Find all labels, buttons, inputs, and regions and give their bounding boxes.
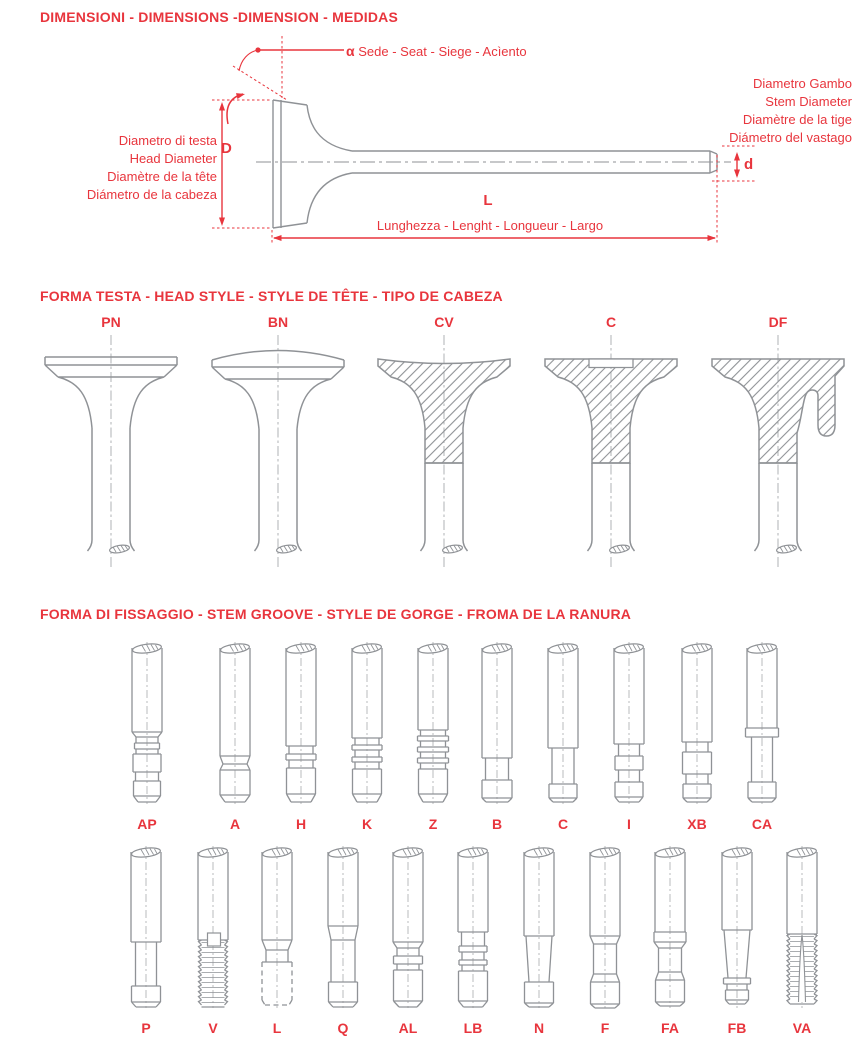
seat-angle-label: [346, 42, 527, 61]
head-diameter-label: Diametro di testa Head Diameter Diamètre de la tête Diámetro de la cabeza: [86, 133, 217, 202]
stem-groove-drawing: [318, 844, 368, 1012]
stem-groove-drawing: [672, 640, 722, 808]
head-style-C: [536, 314, 686, 576]
stem-groove-label: AP: [137, 816, 157, 832]
stem-groove-CA: [734, 640, 790, 832]
head-style-drawing: [369, 333, 519, 571]
stem-groove-drawing: [712, 844, 762, 1012]
stem-groove-drawing: [580, 844, 630, 1012]
head-style-label: CV: [434, 314, 454, 330]
head-style-drawing: [703, 333, 853, 571]
stem-groove-label: H: [295, 816, 307, 832]
stem-groove-AP: [119, 640, 175, 832]
stem-groove-H: [273, 640, 329, 832]
section-title-stem-groove: FORMA DI FISSAGGIO - STEM GROOVE - STYLE DE GORGE - FROMA DE LA RANURA: [40, 606, 632, 622]
stem-groove-P: [118, 844, 174, 1036]
stem-groove-drawing: [514, 844, 564, 1012]
stem-groove-Z: [405, 640, 461, 832]
stem-groove-label: VA: [792, 1020, 812, 1036]
head-style-drawing: [536, 333, 686, 571]
stem-groove-drawing: [122, 640, 172, 808]
stem-groove-drawing: [188, 844, 238, 1012]
stem-groove-drawing: [121, 844, 171, 1012]
stem-groove-FB: [709, 844, 765, 1036]
stem-groove-A: [207, 640, 263, 832]
stem-groove-label: A: [229, 816, 241, 832]
dimension-figure: [0, 28, 860, 260]
stem-groove-drawing: [448, 844, 498, 1012]
head-style-label: C: [605, 314, 617, 330]
stem-groove-label: P: [141, 1020, 151, 1036]
stem-groove-drawing: [538, 640, 588, 808]
length-label: Lunghezza - Lenght - Longueur - Largo: [376, 218, 604, 233]
stem-groove-drawing: [737, 640, 787, 808]
stem-groove-label: L: [272, 1020, 282, 1036]
stem-groove-drawing: [252, 844, 302, 1012]
stem-groove-F: [577, 844, 633, 1036]
head-style-CV: [369, 314, 519, 576]
stem-groove-drawing: [210, 640, 260, 808]
stem-groove-drawing: [276, 640, 326, 808]
stem-groove-label: LB: [463, 1020, 483, 1036]
stem-groove-drawing: [342, 640, 392, 808]
head-style-PN: [36, 314, 186, 576]
length-symbol: L: [483, 192, 493, 209]
seat-label: Sede - Seat - Siege - Acìento: [358, 44, 527, 59]
section-title-dimensions: DIMENSIONI - DIMENSIONS -DIMENSION - MEDIDAS: [40, 9, 399, 25]
head-style-DF: [703, 314, 853, 576]
stem-groove-VA: [774, 844, 830, 1036]
stem-groove-label: Q: [337, 1020, 349, 1036]
stem-groove-K: [339, 640, 395, 832]
head-style-drawing: [36, 333, 186, 571]
stem-groove-drawing: [408, 640, 458, 808]
head-style-label: BN: [267, 314, 289, 330]
stem-groove-label: B: [491, 816, 503, 832]
stem-groove-label: V: [208, 1020, 218, 1036]
stem-groove-label: FB: [727, 1020, 747, 1036]
stem-groove-N: [511, 844, 567, 1036]
head-style-label: DF: [768, 314, 788, 330]
head-style-BN: [203, 314, 353, 576]
stem-groove-drawing: [472, 640, 522, 808]
stem-groove-V: [185, 844, 241, 1036]
stem-groove-AL: [380, 844, 436, 1036]
head-diameter-symbol: D: [221, 140, 232, 157]
stem-diameter-symbol: d: [744, 156, 754, 173]
stem-groove-label: Z: [428, 816, 438, 832]
stem-groove-Q: [315, 844, 371, 1036]
stem-groove-LB: [445, 844, 501, 1036]
stem-groove-drawing: [645, 844, 695, 1012]
stem-groove-label: CA: [751, 816, 773, 832]
alpha-symbol: α: [346, 43, 355, 59]
stem-groove-label: K: [361, 816, 373, 832]
stem-groove-XB: [669, 640, 725, 832]
stem-groove-label: XB: [687, 816, 707, 832]
stem-diameter-label: Diametro Gambo Stem Diameter Diamètre de la tige Diámetro del vastago: [729, 76, 852, 145]
stem-groove-label: F: [600, 1020, 610, 1036]
head-style-drawing: [203, 333, 353, 571]
stem-groove-label: AL: [398, 1020, 418, 1036]
stem-groove-L: [249, 844, 305, 1036]
stem-groove-drawing: [604, 640, 654, 808]
stem-groove-drawing: [383, 844, 433, 1012]
stem-groove-I: [601, 640, 657, 832]
stem-groove-label: N: [533, 1020, 545, 1036]
stem-groove-FA: [642, 844, 698, 1036]
stem-groove-label: I: [627, 816, 631, 832]
stem-groove-drawing: [777, 844, 827, 1012]
section-title-head-style: FORMA TESTA - HEAD STYLE - STYLE DE TÊTE - TIPO DE CABEZA: [40, 288, 503, 304]
stem-groove-label: C: [557, 816, 569, 832]
stem-groove-C: [535, 640, 591, 832]
stem-groove-label: FA: [661, 1020, 679, 1036]
head-style-label: PN: [101, 314, 121, 330]
stem-groove-B: [469, 640, 525, 832]
